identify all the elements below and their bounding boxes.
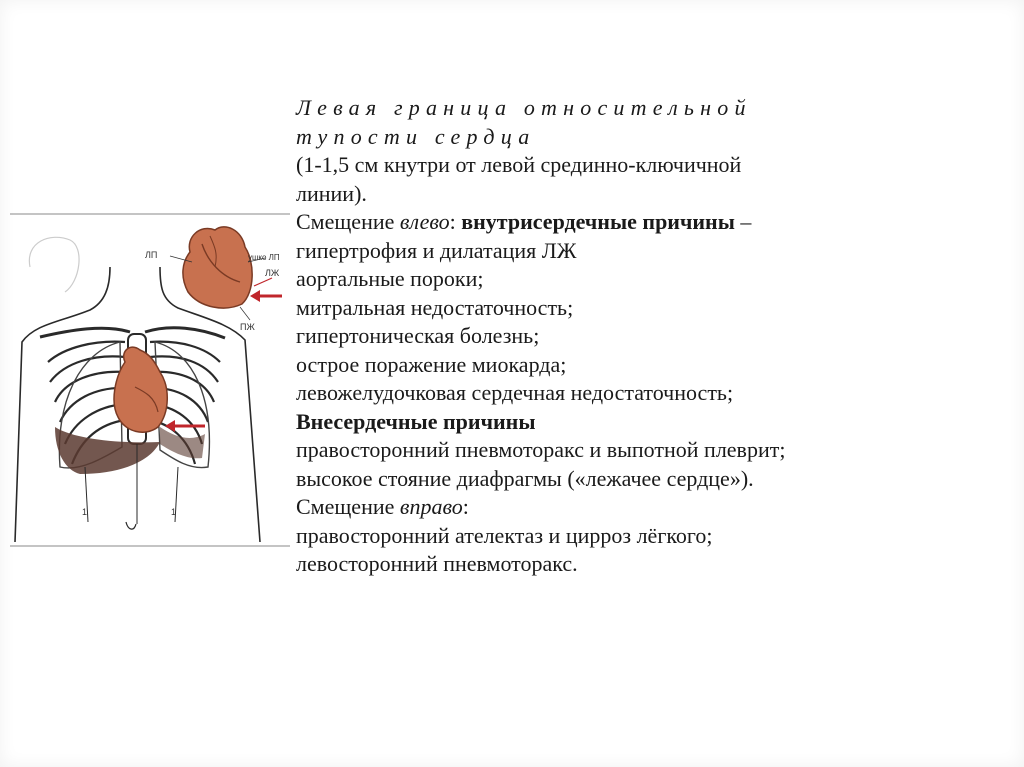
- slide-title: [296, 94, 936, 151]
- extracardiac-cause: высокое стояние диафрагмы («лежачее сердце»).: [296, 465, 754, 491]
- label-ushko-lp: ушко ЛП: [248, 253, 280, 262]
- right-shift-direction: вправо: [399, 494, 463, 519]
- liver: [55, 427, 160, 474]
- extracardiac-cause: правосторонний пневмоторакс и выпотной плеврит;: [296, 437, 786, 462]
- label-pzh: ПЖ: [240, 322, 255, 332]
- intracardiac-cause: левожелудочковая сердечная недостаточность;: [296, 380, 734, 405]
- intracardiac-cause: митральная недостаточность;: [296, 294, 574, 320]
- left-shift-colon: :: [449, 209, 462, 234]
- chest-heart-illustration: [10, 212, 290, 548]
- chest-arrow-head: [165, 420, 175, 432]
- label-lzh: ЛЖ: [265, 268, 280, 278]
- subtitle-line-2: линии).: [296, 180, 367, 206]
- left-shift-direction: влево: [399, 209, 450, 234]
- right-shift-cause: левосторонний пневмоторакс.: [296, 551, 578, 576]
- intracardiac-cause: аортальные пороки;: [296, 266, 484, 291]
- extracardiac-heading: Внесердечные причины: [296, 408, 536, 434]
- left-clavicle: [40, 328, 130, 337]
- inset-arrow-leader: [254, 278, 272, 286]
- intracardiac-cause: острое поражение миокарда;: [296, 351, 567, 377]
- intracardiac-cause: гипертрофия и дилатация ЛЖ: [296, 237, 577, 263]
- label-one-right: 1: [171, 507, 177, 517]
- right-shift-cause: правосторонний ателектаз и цирроз лёгкого;: [296, 522, 713, 548]
- right-shift-prefix: Смещение: [296, 494, 400, 519]
- left-shift-heading: [296, 208, 936, 237]
- intracardiac-heading: внутрисердечные причины: [461, 209, 735, 234]
- right-shift-heading: [296, 493, 936, 522]
- left-shift-dash: –: [734, 209, 752, 234]
- right-body-outline: [160, 267, 260, 542]
- right-clavicle: [145, 328, 225, 338]
- right-shift-colon: :: [462, 494, 469, 519]
- inset-heart: [183, 227, 252, 308]
- title-line-2: тупости сердца: [296, 123, 536, 149]
- left-body-outline: [15, 267, 110, 542]
- title-line-1: Левая граница относительной: [296, 95, 752, 120]
- intracardiac-cause: гипертоническая болезнь;: [296, 323, 540, 348]
- slide-text: [296, 94, 936, 579]
- label-lp: ЛП: [145, 250, 158, 260]
- navel: [126, 522, 136, 529]
- label-one-left: 1: [82, 507, 88, 517]
- head-sketch: [29, 237, 79, 292]
- left-shift-prefix: Смещение: [296, 209, 400, 234]
- pzh-leader-line: [240, 307, 250, 320]
- chest-heart-svg: [10, 212, 290, 548]
- subtitle-line-1: (1-1,5 см кнутри от левой срединно-ключичной: [296, 152, 742, 177]
- inset-arrow-head: [250, 290, 260, 302]
